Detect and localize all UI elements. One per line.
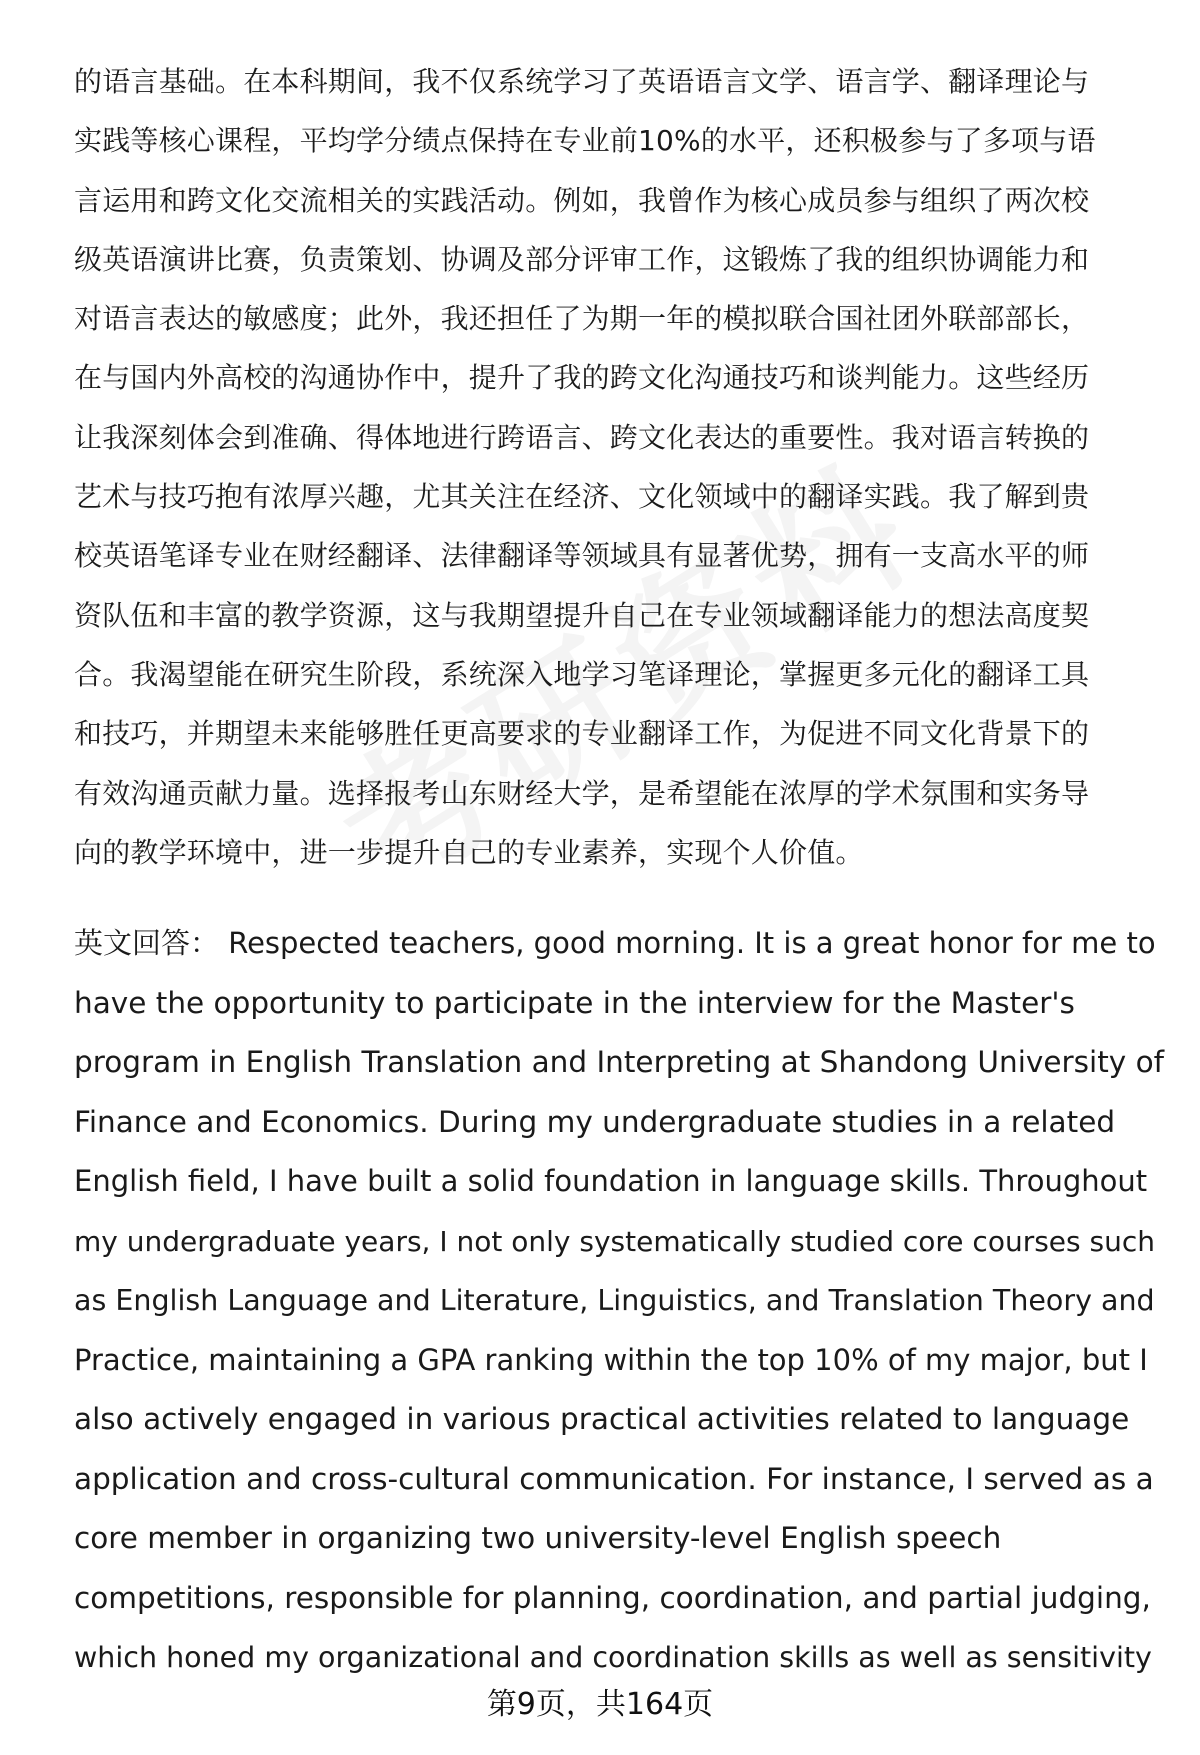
text-line: 资队伍和丰富的教学资源，这与我期望提升自己在专业领域翻译能力的想法高度契 [74,598,1090,632]
text-line: 校英语笔译专业在财经翻译、法律翻译等领域具有显著优势，拥有一支高水平的师 [74,539,1090,573]
text-line: 对语言表达的敏感度；此外，我还担任了为期一年的模拟联合国社团外联部部长， [74,302,1090,336]
page-number-footer: 第9页，共164页 [486,1687,714,1722]
text-line: Finance and Economics. During my undergraduate studies in a related [74,1104,1116,1139]
text-line: English field, I have built a solid foundation in language skills. Throughout [74,1164,1148,1198]
text-line: 合。我渴望能在研究生阶段，系统深入地学习笔译理论，掌握更多元化的翻译工具 [74,657,1090,691]
text-line: Practice, maintaining a GPA ranking within the top 10% of my major, but I [74,1342,1148,1377]
text-line: 实践等核心课程，平均学分绩点保持在专业前10%的水平，还积极参与了多项与语 [74,124,1096,158]
text-line: 让我深刻体会到准确、得体地进行跨语言、跨文化表达的重要性。我对语言转换的 [74,420,1090,454]
text-line: 级英语演讲比赛，负责策划、协调及部分评审工作，这锻炼了我的组织协调能力和 [74,242,1090,276]
text-line: as English Language and Literature, Linguistics, and Translation Theory and [74,1284,1155,1317]
text-line: 和技巧，并期望未来能够胜任更高要求的专业翻译工作，为促进不同文化背景下的 [74,717,1090,751]
text-line: which honed my organizational and coordination skills as well as sensitivity [74,1641,1152,1674]
text-line: 在与国内外高校的沟通协作中，提升了我的跨文化沟通技巧和谈判能力。这些经历 [74,361,1090,395]
text-line: have the opportunity to participate in the interview for the Master's [74,985,1075,1020]
text-line: application and cross-cultural communication. For instance, I served as a [74,1461,1154,1496]
text-line: my undergraduate years, I not only systematically studied core courses such [74,1224,1155,1258]
chinese-paragraph [74,52,1164,882]
text-line: 艺术与技巧抱有浓厚兴趣，尤其关注在经济、文化领域中的翻译实践。我了解到贵 [74,480,1090,514]
text-line: 的语言基础。在本科期间，我不仅系统学习了英语语言文学、语言学、翻译理论与 [74,65,1090,98]
text-line: program in English Translation and Interpreting at Shandong University of [74,1045,1165,1079]
text-line: competitions, responsible for planning, coordination, and partial judging, [74,1580,1151,1615]
english-paragraph [74,914,1164,1688]
text-line: 言运用和跨文化交流相关的实践活动。例如，我曾作为核心成员参与组织了两次校 [74,183,1090,217]
text-line: also actively engaged in various practical activities related to language [74,1402,1130,1436]
text-line: 英文回答： Respected teachers, good morning. It is a great honor for me to [74,926,1156,960]
text-line: 有效沟通贡献力量。选择报考山东财经大学，是希望能在浓厚的学术氛围和实务导 [74,776,1090,810]
text-line: core member in organizing two university-level English speech [74,1521,1002,1555]
text-line: 向的教学环境中，进一步提升自己的专业素养，实现个人价值。 [74,835,864,869]
